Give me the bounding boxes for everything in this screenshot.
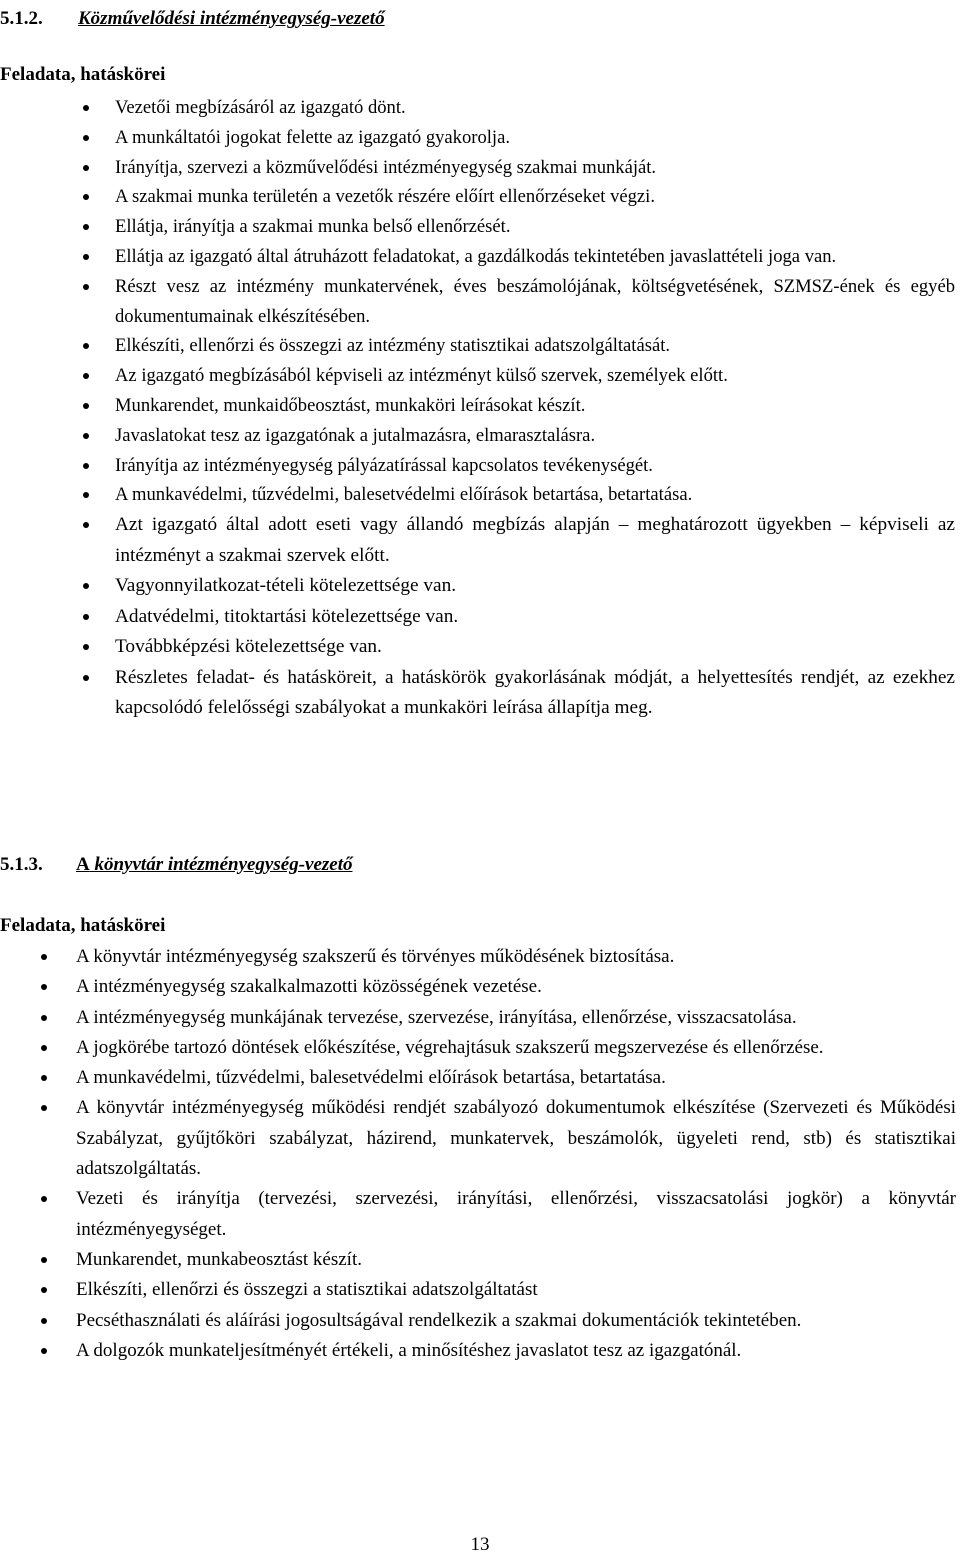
page-number: 13 bbox=[470, 1534, 490, 1555]
list-item: Részletes feladat- és hatásköreit, a hatáskörök gyakorlásának módját, a helyettesítés rendjét, az ezekhez kapcsolódó felelősségi szabályokat a munkaköri leírása állapítja meg. bbox=[115, 663, 955, 724]
list-item: A dolgozók munkateljesítményét értékeli, a minősítéshez javaslatot tesz az igazgatónál. bbox=[76, 1336, 956, 1366]
section-title: könyvtár intézményegység-vezető bbox=[94, 854, 353, 875]
list-item: Vezeti és irányítja (tervezési, szervezési, irányítási, ellenőrzési, visszacsatolási jogkör) a könyvtár intézményegységet. bbox=[76, 1184, 956, 1245]
section-subtitle: Feladata, hatáskörei bbox=[0, 64, 166, 85]
list-item: Továbbképzési kötelezettsége van. bbox=[115, 632, 955, 663]
list-item: A munkavédelmi, tűzvédelmi, balesetvédelmi előírások betartása, betartatása. bbox=[76, 1063, 956, 1093]
list-item: Vezetői megbízásáról az igazgató dönt. bbox=[115, 93, 955, 123]
list-item: Ellátja az igazgató által átruházott feladatokat, a gazdálkodás tekintetében javaslattételi joga van. bbox=[115, 242, 955, 272]
section-title-prefix: A bbox=[76, 854, 90, 875]
list-item: Vagyonnyilatkozat-tételi kötelezettsége van. bbox=[115, 571, 955, 602]
list-item: Az igazgató megbízásából képviseli az intézményt külső szervek, személyek előtt. bbox=[115, 361, 955, 391]
list-item: Javaslatokat tesz az igazgatónak a jutalmazásra, elmarasztalásra. bbox=[115, 421, 955, 451]
list-item: A munkavédelmi, tűzvédelmi, balesetvédelmi előírások betartása, betartatása. bbox=[115, 480, 955, 510]
list-item: A jogkörébe tartozó döntések előkészítése, végrehajtásuk szakszerű megszervezése és ellenőrzése. bbox=[76, 1033, 956, 1063]
list-item: Elkészíti, ellenőrzi és összegzi a statisztikai adatszolgáltatást bbox=[76, 1275, 956, 1305]
duties-list-community bbox=[115, 93, 955, 724]
section-heading-5-1-3 bbox=[0, 854, 353, 876]
list-item: A intézményegység szakalkalmazotti közösségének vezetése. bbox=[76, 972, 956, 1002]
list-item: A könyvtár intézményegység szakszerű és törvényes működésének biztosítása. bbox=[76, 942, 956, 972]
list-item: Munkarendet, munkaidőbeosztást, munkaköri leírásokat készít. bbox=[115, 391, 955, 421]
list-item: Irányítja az intézményegység pályázatírással kapcsolatos tevékenységét. bbox=[115, 451, 955, 481]
section-number: 5.1.2. bbox=[0, 8, 43, 29]
list-item: Azt igazgató által adott eseti vagy állandó megbízás alapján – meghatározott ügyekben – képviseli az intézményt a szakmai szervek előtt. bbox=[115, 510, 955, 571]
list-item: A intézményegység munkájának tervezése, szervezése, irányítása, ellenőrzése, visszacsatolása. bbox=[76, 1003, 956, 1033]
list-item: A szakmai munka területén a vezetők részére előírt ellenőrzéseket végzi. bbox=[115, 182, 955, 212]
list-item: Ellátja, irányítja a szakmai munka belső ellenőrzését. bbox=[115, 212, 955, 242]
list-item: Munkarendet, munkabeosztást készít. bbox=[76, 1245, 956, 1275]
section-heading-5-1-2 bbox=[0, 8, 385, 30]
list-item: Irányítja, szervezi a közművelődési intézményegység szakmai munkáját. bbox=[115, 153, 955, 183]
list-item: Elkészíti, ellenőrzi és összegzi az intézmény statisztikai adatszolgáltatását. bbox=[115, 331, 955, 361]
list-item: A munkáltatói jogokat felette az igazgató gyakorolja. bbox=[115, 123, 955, 153]
section-subtitle: Feladata, hatáskörei bbox=[0, 915, 166, 936]
section-title: Közművelődési intézményegység-vezető bbox=[78, 8, 385, 29]
duties-list-library bbox=[76, 942, 956, 1366]
list-item: Adatvédelmi, titoktartási kötelezettsége van. bbox=[115, 602, 955, 633]
section-number: 5.1.3. bbox=[0, 854, 43, 875]
list-item: A könyvtár intézményegység működési rendjét szabályozó dokumentumok elkészítése (Szervezeti és Működési Szabályzat, gyűjtőköri szabályzat, házirend, munkatervek, beszámolók, ügyeleti rend, stb) és statisztikai adatszolgáltatás. bbox=[76, 1093, 956, 1184]
list-item: Részt vesz az intézmény munkatervének, éves beszámolójának, költségvetésének, SZMSZ-ének és egyéb dokumentumainak elkészítésében. bbox=[115, 272, 955, 332]
list-item: Pecséthasználati és aláírási jogosultságával rendelkezik a szakmai dokumentációk tekintetében. bbox=[76, 1306, 956, 1336]
